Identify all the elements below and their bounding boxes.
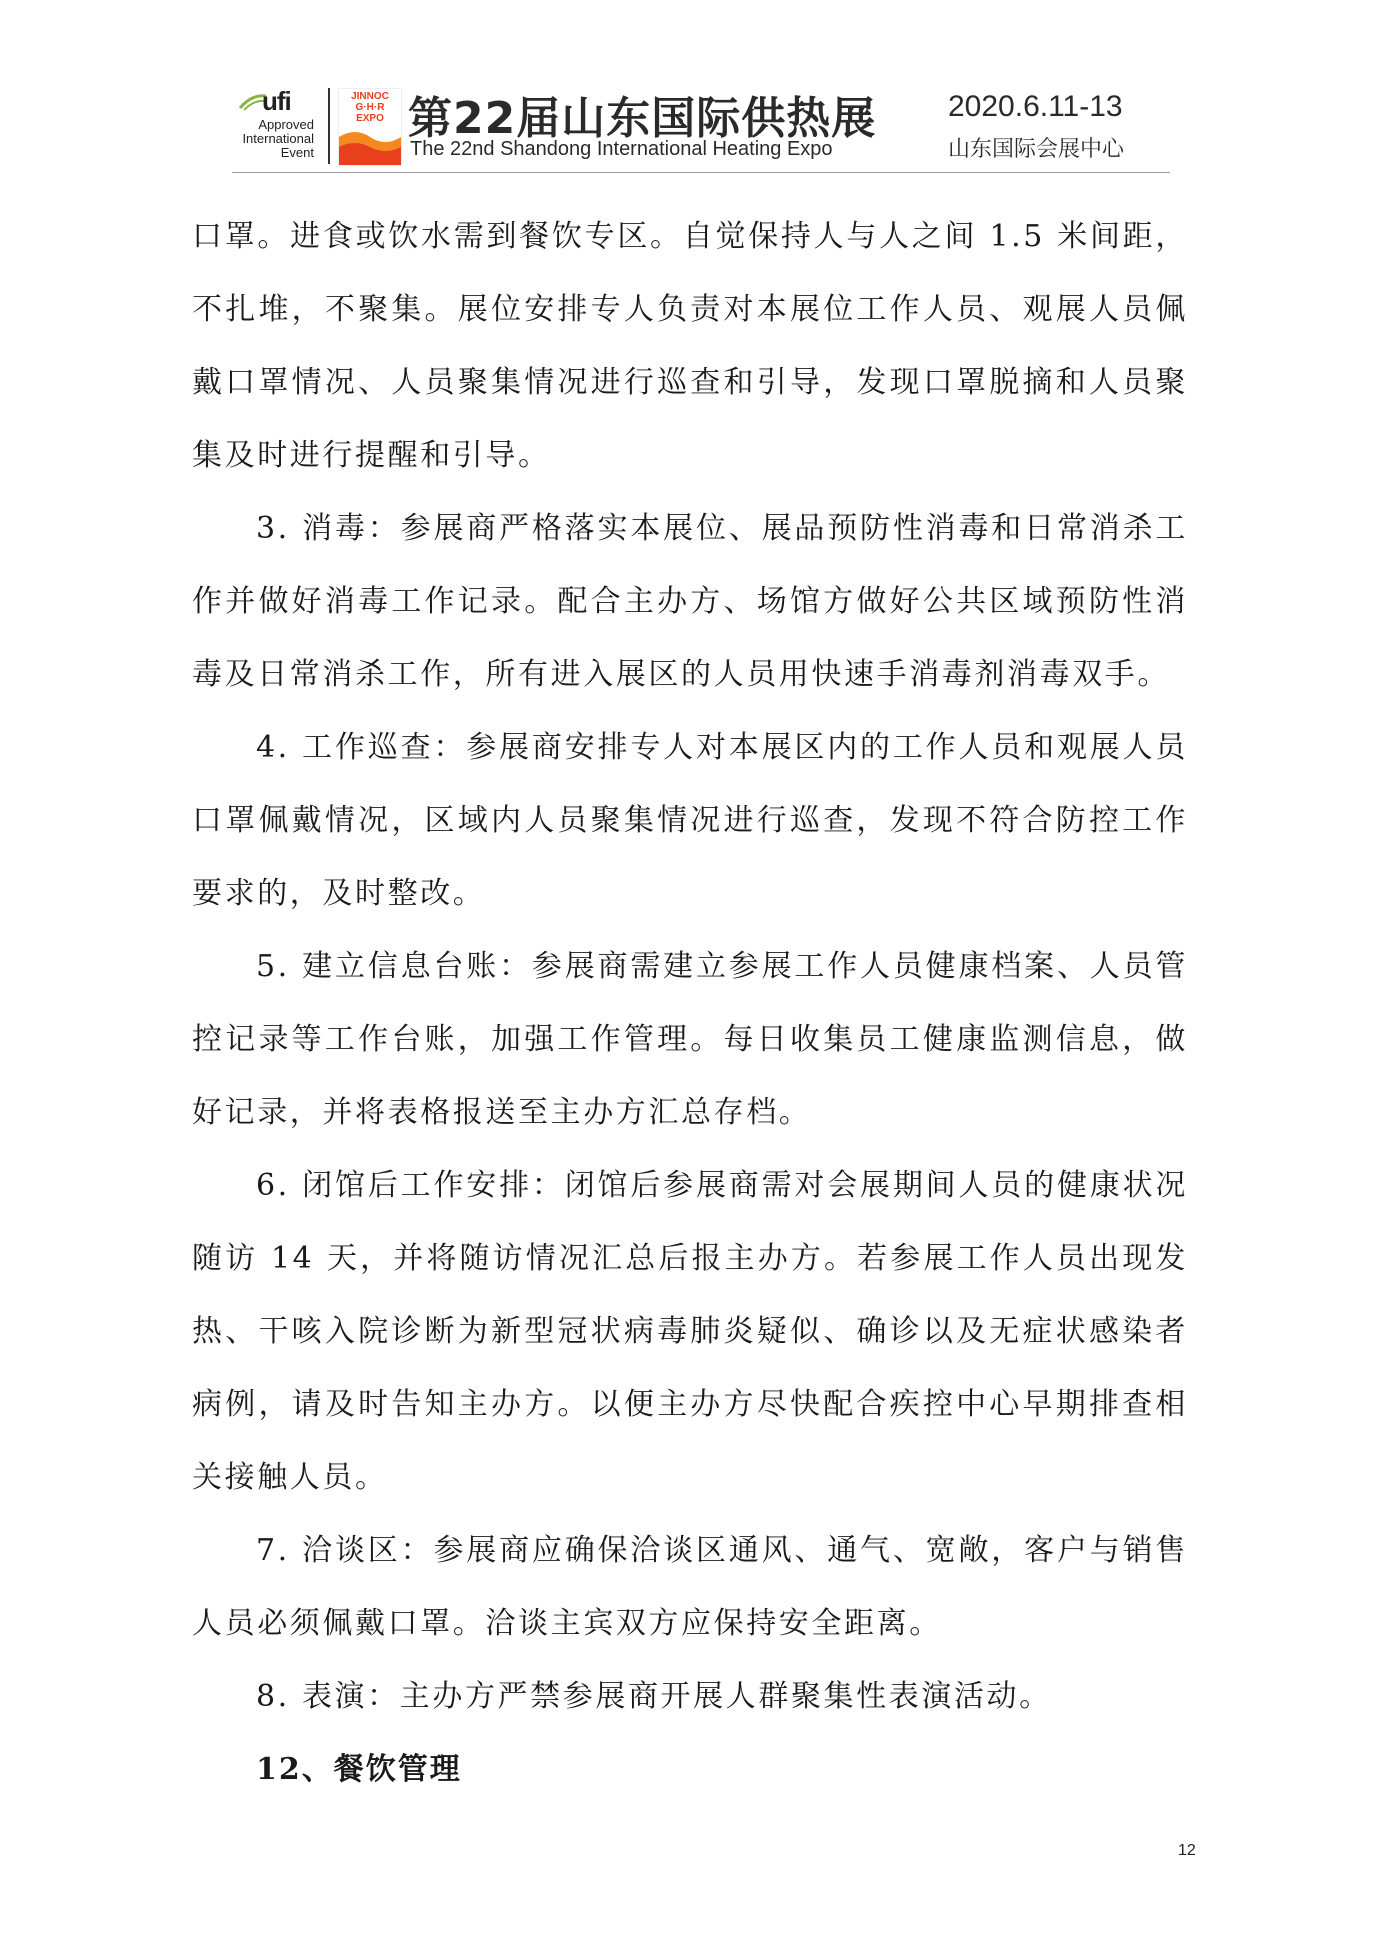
ufi-wordmark: ufi (262, 86, 291, 116)
paragraph-disinfection: 3. 消毒：参展商严格落实本展位、展品预防性消毒和日常消杀工作并做好消毒工作记录。配合主办方、场馆方做好公共区域预防性消毒及日常消杀工作，所有进入展区的人员用快速手消毒剂消毒双手。 (192, 511, 1188, 692)
jinnoc-line-3: EXPO (356, 113, 384, 124)
ufi-line-approved: Approved (258, 117, 314, 132)
header-logo-divider (328, 88, 330, 164)
page-header (232, 82, 1170, 168)
paragraph-negotiation-area: 7. 洽谈区：参展商应确保洽谈区通风、通气、宽敞，客户与销售人员必须佩戴口罩。洽谈主宾双方应保持安全距离。 (192, 1533, 1188, 1641)
jinnoc-wave-icon (339, 127, 401, 165)
expo-venue: 山东国际会展中心 (948, 137, 1125, 162)
ufi-line-international: International (242, 131, 314, 146)
document-body (192, 200, 1188, 1806)
expo-date: 2020.6.11-13 (948, 90, 1123, 123)
paragraph-mask-continued: 口罩。进食或饮水需到餐饮专区。自觉保持人与人之间 1.5 米间距，不扎堆，不聚集。展位安排专人负责对本展位工作人员、观展人员佩戴口罩情况、人员聚集情况进行巡查和引导，发现口罩脱摘和人员聚集及时进行提醒和引导。 (192, 219, 1188, 473)
expo-title-cn: 第22届山东国际供热展 (408, 93, 877, 144)
jinnoc-line-2: G·H·R (355, 102, 385, 113)
ufi-line-event: Event (280, 145, 314, 160)
jinnoc-ghr-expo-logo (338, 88, 402, 166)
section-heading-catering: 12、餐饮管理 (256, 1752, 462, 1787)
paragraph-inspection: 4. 工作巡查：参展商安排专人对本展区内的工作人员和观展人员口罩佩戴情况，区域内人员聚集情况进行巡查，发现不符合防控工作要求的，及时整改。 (192, 730, 1188, 911)
ufi-approved-event-logo (232, 88, 322, 166)
page-number: 12 (1178, 1842, 1196, 1859)
expo-title-en: The 22nd Shandong International Heating Expo (410, 138, 833, 160)
jinnoc-line-1: JINNOC (351, 91, 389, 102)
paragraph-after-closing: 6. 闭馆后工作安排：闭馆后参展商需对会展期间人员的健康状况随访 14 天，并将随访情况汇总后报主办方。若参展工作人员出现发热、干咳入院诊断为新型冠状病毒肺炎疑似、确诊以及无症状感染者病例，请及时告知主办方。以便主办方尽快配合疾控中心早期排查相关接触人员。 (192, 1168, 1188, 1495)
header-rule (232, 172, 1170, 173)
paragraph-records: 5. 建立信息台账：参展商需建立参展工作人员健康档案、人员管控记录等工作台账，加强工作管理。每日收集员工健康监测信息，做好记录，并将表格报送至主办方汇总存档。 (192, 949, 1188, 1130)
paragraph-performance: 8. 表演：主办方严禁参展商开展人群聚集性表演活动。 (256, 1679, 1052, 1714)
